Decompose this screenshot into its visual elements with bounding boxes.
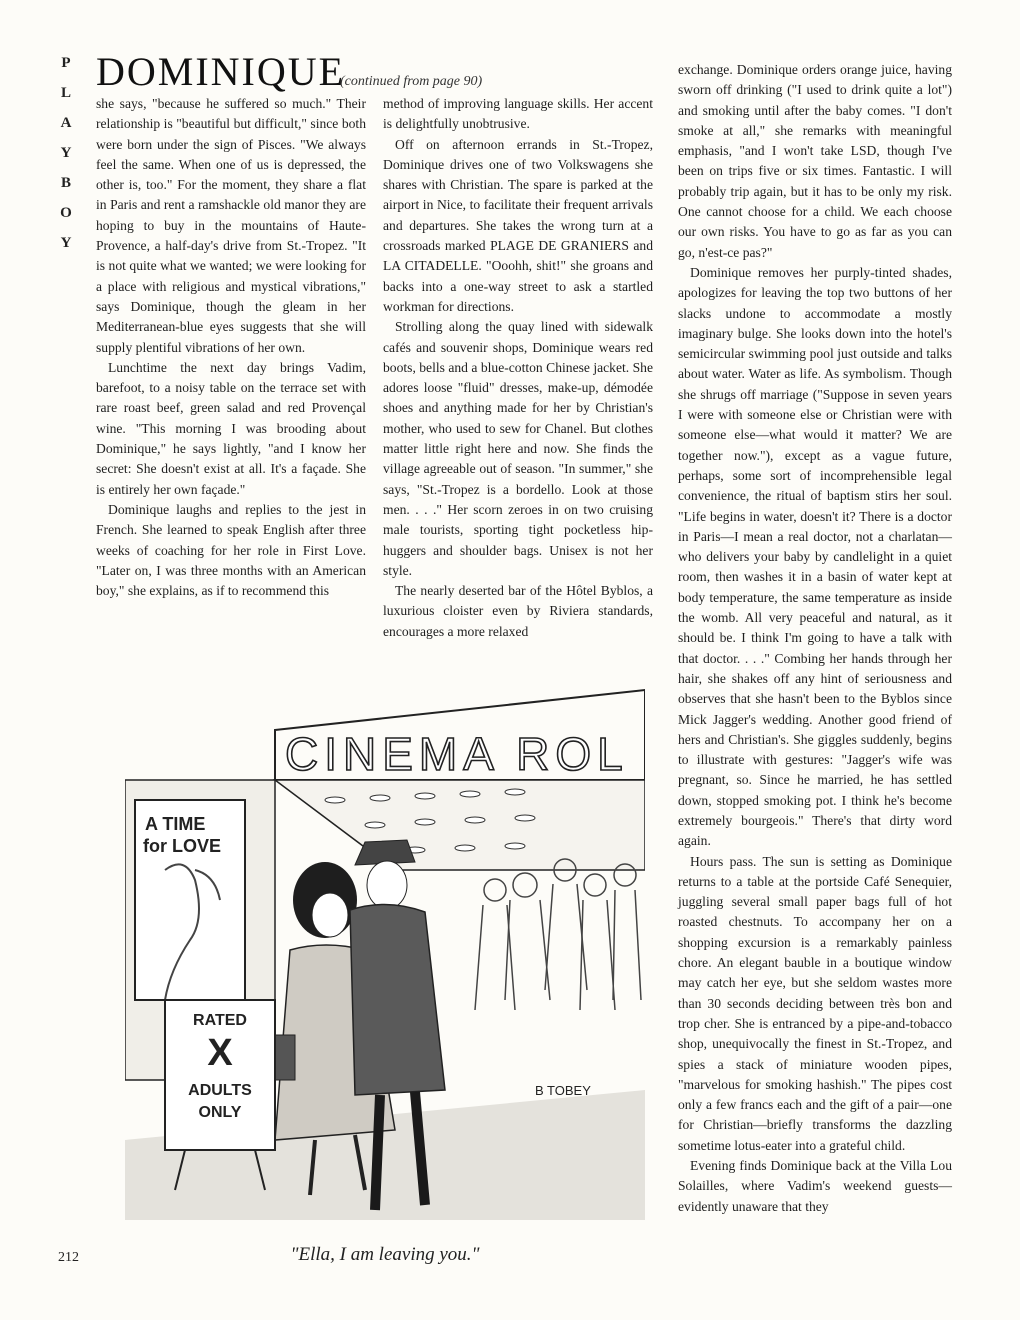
poster-title-line-1: A TIME: [145, 814, 206, 834]
masthead-letter: Y: [60, 235, 72, 251]
page-number: 212: [58, 1250, 79, 1265]
sign-x: X: [207, 1032, 233, 1074]
masthead-letter: L: [60, 85, 71, 101]
paragraph: Lunchtime the next day brings Vadim, barefoot, to a noisy table on the terrace set with rare roast beef, green salad and red Provençal wine. "This morning I was brooding about Dominique," he says lightly, "and I know her secret: She doesn't exist at all. It's a façade. She is entirely her own façade.": [96, 359, 366, 497]
paragraph: method of improving language skills. Her accent is delightfully unobtrusive.: [383, 96, 653, 132]
paragraph: Off on afternoon errands in St.-Tropez, Dominique drives one of two Volkswagens she shares with Christian. The spare is parked at the airport in Nice, to facilitate their frequent arrivals and departures. She takes the wrong turn at a crossroads marked PLAGE DE GRANIERS and LA CITADELLE. "Ooohh, shit!" she groans and backs into a one-way street to ask a startled workman for directions.: [383, 136, 653, 314]
continued-note: (continued from page 90): [340, 74, 483, 89]
paragraph: Dominique laughs and replies to the jest in French. She learned to speak English after three weeks of coaching for her role in First Love. "Later on, I was three months with an American boy," she explains, as if to recommend this: [96, 501, 366, 599]
magazine-name-vertical: [56, 48, 76, 258]
masthead-letter: O: [60, 205, 72, 221]
masthead-letter: A: [60, 115, 72, 131]
paragraph: The nearly deserted bar of the Hôtel Byblos, a luxurious cloister even by Riviera standards, encourages a more relaxed: [383, 583, 653, 639]
cartoon-caption: "Ella, I am leaving you.": [290, 1244, 480, 1265]
article-column-1: [96, 94, 366, 601]
masthead-letter: B: [60, 175, 71, 191]
artist-signature: B TOBEY: [535, 1083, 591, 1098]
marquee-text: CINEMA ROL: [285, 728, 629, 780]
article-column-2: [383, 94, 653, 642]
article-column-3: [678, 60, 952, 1217]
masthead-letter: P: [61, 55, 71, 71]
cartoon-illustration: [125, 670, 645, 1220]
paragraph: she says, "because he suffered so much." Their relationship is "beautiful but difficult," since both were born under the sign of Pisces. "We always feel the same. When one of us is depressed, the other is, too." For the moment, they share a flat in Paris and rent a ramshackle old manor they are hoping to buy in the mountains of Haute-Provence, a half-day's drive from St.-Tropez. "It is not quite what we wanted; we were looking for a place with religious and mystical vibrations," says Dominique, though the gleam in her Mediterranean-blue eyes suggests that she will supply plentiful vibrations of her own.: [96, 96, 366, 355]
paragraph: Hours pass. The sun is setting as Dominique returns to a table at the portside Café Senequier, juggling several small paper bags full of hot roasted chestnuts. To accompany her on a shopping excursion is a remarkably painless chore. An elegant bauble in a boutique window may catch her eye, but she seldom wastes more than 30 seconds deciding between très bon and trop cher. She is entranced by a pipe-and-tobacco shop, unequivocally the finest in St.-Tropez, and spies a stack of miniature wooden pipes, "marvelous for smoking hashish." The pipes cost only a few francs each and the gift of a pair—one for Christian—briefly transforms the dazzling sometime lotus-eater into a grateful child.: [678, 853, 952, 1153]
sign-rated: RATED: [193, 1012, 247, 1029]
paragraph: Evening finds Dominique back at the Villa Lou Solailles, where Vadim's weekend guests—evidently unaware that they: [678, 1158, 952, 1214]
crowd: [475, 859, 641, 1010]
paragraph: exchange. Dominique orders orange juice, having sworn off drinking ("I used to drink quite a lot") and smoking until after the baby comes. "I don't smoke at all," she remarks with meaningful emphasis, "and I won't take LSD, though I've been on trips five or six times. Fantastic. I will probably trip again, but it has to be only my risk. One cannot choose for a child. We each choose our own risks. You have to go as far as you can go, n'est-ce pas?": [678, 62, 952, 260]
poster-title-line-2: for LOVE: [143, 836, 222, 856]
sign-only: ONLY: [198, 1104, 242, 1121]
article-headline: DOMINIQUE: [96, 49, 346, 94]
paragraph: Dominique removes her purply-tinted shades, apologizes for leaving the top two buttons of her slacks undone to accommodate a mostly imaginary bulge. She looks down into the hotel's semicircular swimming pool just outside and talks about water. Water as life. As symbolism. Though she shrugs off marriage ("Suppose in seven years I were with someone else or Christian were with someone else—what would it matter? We are together now."), except as a vague future, perhaps, some sort of incomprehensible legal convenience, the ritual of baptism stirs her soul. "Life begins in water, doesn't it? There is a doctor in Paris—I mean a real doctor, not a charlatan—who delivers your baby by candlelight in a quiet room, then washes it in a basin of water kept at body temperature, the same temperature as inside the womb. All very peaceful and natural, as it should be. I think I'm going to have a talk with that doctor. . . ." Combing her hands through her hair, she shakes off any hint of seriousness and observes that she hasn't been to the Byblos since Mick Jagger's wedding. Another good friend of hers and Christian's. She giggles suddenly, begins to illustrate with gestures: "Jagger's wife was pregnant, so. Since he married, he has settled down, stopped smoking pot. I think he's become extremely bourgeois." There's that dirty word again.: [678, 264, 952, 849]
paragraph: Strolling along the quay lined with sidewalk cafés and souvenir shops, Dominique wears red boots, bells and a blue-cotton Chinese jacket. She adores loose "fluid" dresses, make-up, démodée shoes and anything made for her by Christian's mother, who used to sew for Chanel. But clothes matter little right here and now. She finds the village agreeable out of season. "In summer," she says, "St.-Tropez is a bordello. Look at those men. . . ." Her scorn zeroes in on two cruising male tourists, sporting tight pocketless hip-huggers and shoulder bags. Unisex is not her style.: [383, 319, 653, 578]
sign-adults: ADULTS: [188, 1082, 252, 1099]
masthead-letter: Y: [60, 145, 72, 161]
